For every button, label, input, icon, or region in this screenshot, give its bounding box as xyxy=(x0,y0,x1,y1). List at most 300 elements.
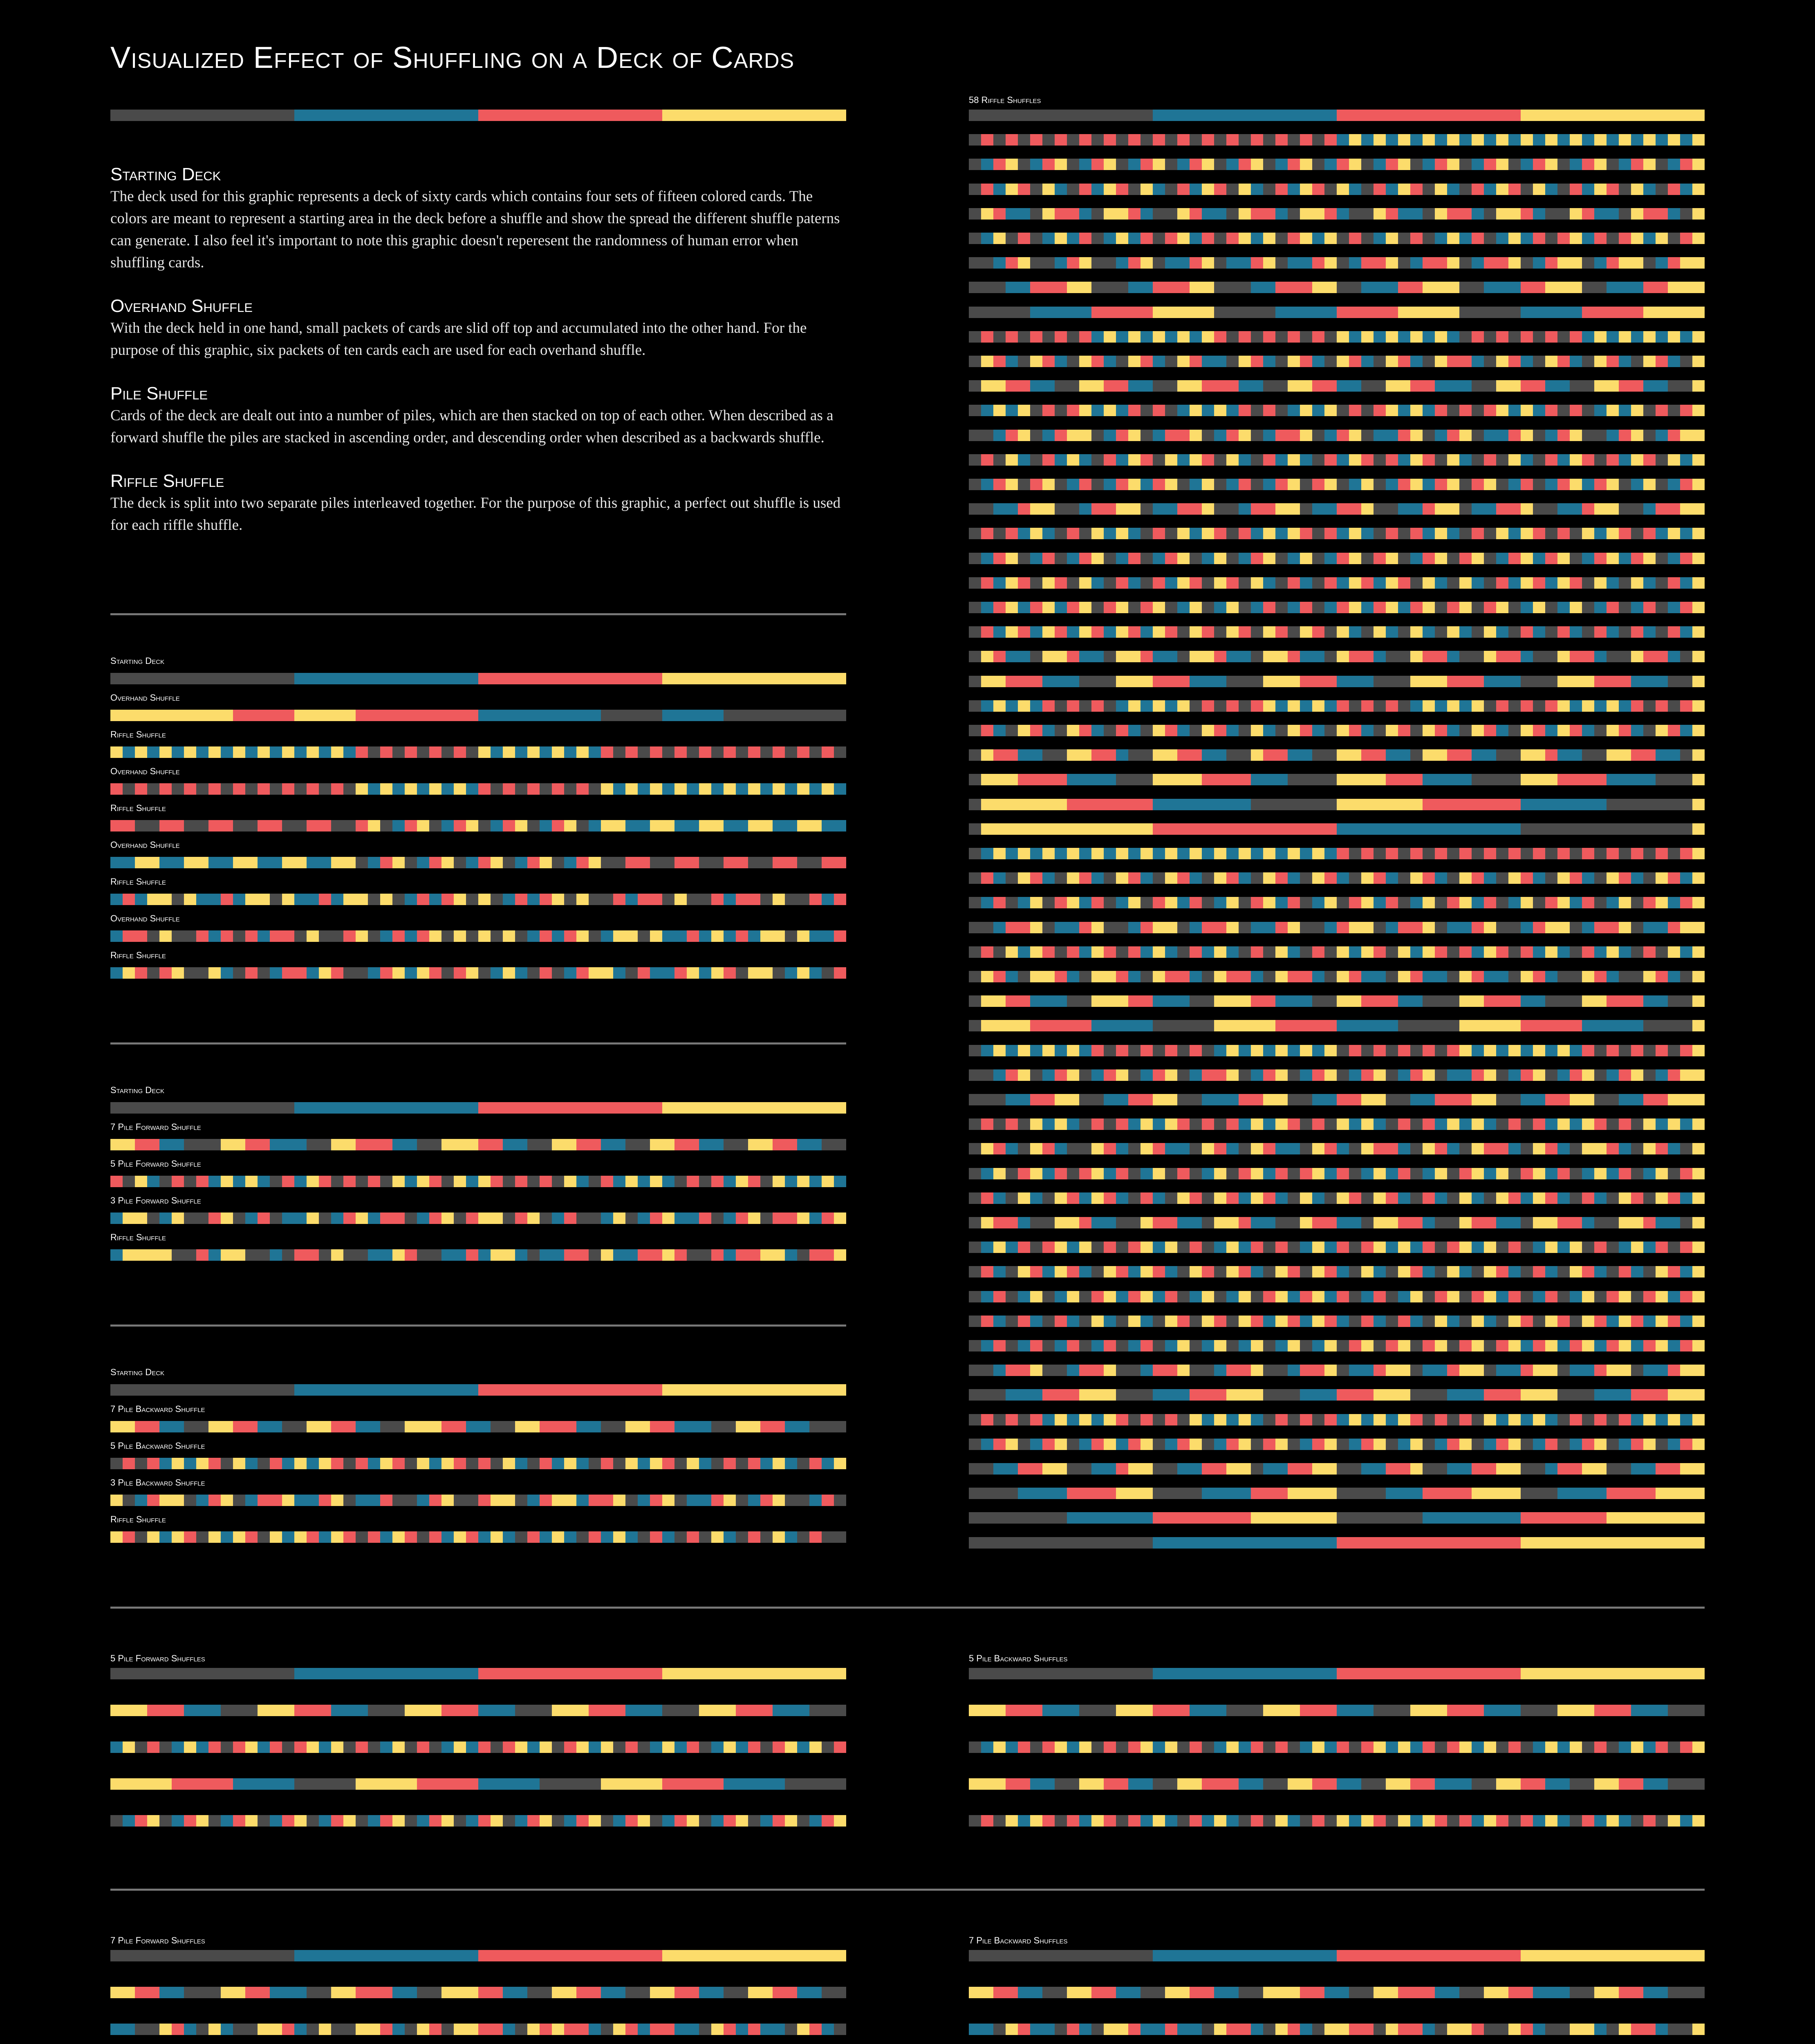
card xyxy=(1349,159,1361,170)
card xyxy=(601,1139,613,1150)
card xyxy=(1251,995,1263,1007)
card xyxy=(1300,1168,1312,1179)
card xyxy=(1545,503,1557,515)
card xyxy=(1104,676,1116,687)
card xyxy=(1631,1488,1643,1499)
card xyxy=(699,1102,711,1114)
card xyxy=(270,1458,282,1469)
card xyxy=(1263,159,1275,170)
card xyxy=(576,710,589,721)
card xyxy=(1288,872,1300,884)
card xyxy=(527,1531,540,1543)
card xyxy=(981,1242,993,1253)
card xyxy=(662,894,674,905)
card xyxy=(1521,1168,1533,1179)
card xyxy=(441,857,454,868)
card xyxy=(1533,1414,1545,1425)
card xyxy=(1239,1439,1251,1450)
card xyxy=(1496,430,1508,441)
card xyxy=(1410,380,1423,392)
card xyxy=(1128,1291,1141,1302)
card xyxy=(1410,626,1423,638)
card xyxy=(1091,626,1104,638)
card xyxy=(1410,946,1423,958)
card xyxy=(1055,1168,1067,1179)
card xyxy=(969,700,981,712)
card xyxy=(1386,1118,1398,1130)
card xyxy=(1324,208,1337,220)
card xyxy=(1668,1291,1680,1302)
card xyxy=(1239,331,1251,343)
card xyxy=(1496,454,1508,466)
card xyxy=(515,1458,527,1469)
card xyxy=(650,1531,662,1543)
card xyxy=(1177,946,1190,958)
card xyxy=(1557,1143,1570,1154)
card xyxy=(1643,134,1656,146)
card xyxy=(1508,749,1521,761)
card xyxy=(993,503,1006,515)
card xyxy=(135,894,147,905)
card xyxy=(1251,1045,1263,1056)
card xyxy=(650,1421,662,1432)
card xyxy=(233,783,245,795)
card xyxy=(1214,946,1226,958)
card xyxy=(1349,602,1361,613)
card xyxy=(331,710,343,721)
card xyxy=(1288,1537,1300,1549)
card xyxy=(1251,1414,1263,1425)
card xyxy=(123,1102,135,1114)
card xyxy=(196,930,208,942)
card xyxy=(1656,1537,1668,1549)
card xyxy=(1521,1414,1533,1425)
card xyxy=(540,1139,552,1150)
card xyxy=(1508,1266,1521,1278)
card xyxy=(1656,799,1668,810)
card xyxy=(110,710,123,721)
card xyxy=(1091,823,1104,835)
card xyxy=(625,930,638,942)
card xyxy=(1337,971,1349,982)
card xyxy=(1557,848,1570,859)
card xyxy=(1006,233,1018,244)
card xyxy=(441,1139,454,1150)
card xyxy=(491,1384,503,1396)
card xyxy=(1545,946,1557,958)
card xyxy=(1594,1118,1607,1130)
card xyxy=(1508,1365,1521,1376)
card xyxy=(1398,971,1410,982)
card xyxy=(1177,134,1190,146)
card xyxy=(1312,1069,1324,1081)
card xyxy=(1656,1340,1668,1351)
card xyxy=(785,857,797,868)
card xyxy=(1251,1118,1263,1130)
card xyxy=(1300,848,1312,859)
card xyxy=(196,1176,208,1187)
card xyxy=(1239,479,1251,490)
card xyxy=(797,1421,809,1432)
card xyxy=(135,746,147,758)
card xyxy=(1165,282,1177,293)
card xyxy=(1288,1439,1300,1450)
card xyxy=(1668,479,1680,490)
card xyxy=(1128,725,1141,736)
card xyxy=(1656,1045,1668,1056)
deck-strip xyxy=(969,282,1705,293)
deck-strip xyxy=(110,1741,846,1753)
card xyxy=(1607,1365,1619,1376)
card xyxy=(589,1421,601,1432)
card xyxy=(1091,1389,1104,1401)
card xyxy=(1214,479,1226,490)
card xyxy=(1141,1266,1153,1278)
card xyxy=(1508,282,1521,293)
card xyxy=(1128,454,1141,466)
card xyxy=(638,1213,650,1224)
card xyxy=(1226,1143,1239,1154)
card xyxy=(1386,134,1398,146)
card xyxy=(1055,749,1067,761)
card xyxy=(1091,479,1104,490)
card xyxy=(1398,208,1410,220)
card xyxy=(1557,331,1570,343)
card xyxy=(969,577,981,589)
card xyxy=(1226,282,1239,293)
card xyxy=(1361,1291,1374,1302)
card xyxy=(589,1668,601,1679)
card xyxy=(466,1384,478,1396)
card xyxy=(1459,971,1472,982)
card xyxy=(1312,602,1324,613)
card xyxy=(1472,749,1484,761)
card xyxy=(1582,1512,1594,1524)
card xyxy=(981,676,993,687)
card xyxy=(1459,749,1472,761)
card xyxy=(282,967,294,979)
card xyxy=(1128,1192,1141,1204)
card xyxy=(1042,1389,1055,1401)
card xyxy=(1337,208,1349,220)
card xyxy=(270,820,282,831)
card xyxy=(454,1705,466,1716)
card xyxy=(1153,134,1165,146)
card xyxy=(1214,430,1226,441)
card xyxy=(1251,700,1263,712)
card xyxy=(1361,208,1374,220)
card xyxy=(1374,282,1386,293)
card xyxy=(307,1495,319,1506)
card xyxy=(1202,872,1214,884)
card xyxy=(1631,1389,1643,1401)
card xyxy=(1263,553,1275,564)
card xyxy=(1226,1365,1239,1376)
card xyxy=(1067,725,1079,736)
card xyxy=(1116,823,1128,835)
card xyxy=(576,930,589,942)
card xyxy=(245,930,258,942)
card xyxy=(392,783,405,795)
card xyxy=(1619,1389,1631,1401)
card xyxy=(969,159,981,170)
card xyxy=(1104,1512,1116,1524)
card xyxy=(981,159,993,170)
card xyxy=(1141,626,1153,638)
card xyxy=(613,1139,625,1150)
card xyxy=(1239,454,1251,466)
card xyxy=(294,930,307,942)
card xyxy=(1496,1069,1508,1081)
card xyxy=(1496,799,1508,810)
card xyxy=(969,1118,981,1130)
card xyxy=(380,783,392,795)
card xyxy=(1410,233,1423,244)
card xyxy=(1668,749,1680,761)
card xyxy=(1459,208,1472,220)
card xyxy=(1582,1414,1594,1425)
card xyxy=(809,1531,822,1543)
card xyxy=(1557,971,1570,982)
card xyxy=(1472,184,1484,195)
card xyxy=(687,1102,699,1114)
card xyxy=(491,1176,503,1187)
card xyxy=(797,673,809,684)
card xyxy=(1594,1488,1607,1499)
card xyxy=(1091,725,1104,736)
card xyxy=(503,857,515,868)
card xyxy=(1104,1266,1116,1278)
card xyxy=(1006,1020,1018,1031)
card xyxy=(674,1495,687,1506)
card xyxy=(270,1384,282,1396)
card xyxy=(1226,848,1239,859)
card xyxy=(1349,430,1361,441)
card xyxy=(1557,208,1570,220)
card xyxy=(1410,307,1423,318)
card xyxy=(478,1531,491,1543)
card xyxy=(1018,553,1030,564)
card xyxy=(1275,897,1288,908)
card xyxy=(724,1102,736,1114)
card xyxy=(797,1102,809,1114)
card xyxy=(319,1102,331,1114)
card xyxy=(454,1249,466,1261)
card xyxy=(1251,971,1263,982)
card xyxy=(1349,1094,1361,1105)
card xyxy=(392,1495,405,1506)
card xyxy=(1337,479,1349,490)
card xyxy=(822,930,834,942)
card xyxy=(1288,454,1300,466)
card xyxy=(576,1668,589,1679)
card xyxy=(1079,307,1091,318)
card xyxy=(1055,1365,1067,1376)
card xyxy=(380,1421,392,1432)
card xyxy=(1190,208,1202,220)
card xyxy=(711,673,724,684)
card xyxy=(1042,134,1055,146)
card xyxy=(1091,1143,1104,1154)
card xyxy=(1214,1439,1226,1450)
card xyxy=(1055,307,1067,318)
card xyxy=(1165,1463,1177,1475)
card xyxy=(1619,1488,1631,1499)
card xyxy=(1226,257,1239,269)
card xyxy=(1239,848,1251,859)
card xyxy=(1557,823,1570,835)
card xyxy=(981,110,993,121)
card xyxy=(1435,1439,1447,1450)
card xyxy=(270,110,282,121)
card xyxy=(356,1139,368,1150)
card xyxy=(1042,1488,1055,1499)
card xyxy=(172,857,184,868)
card xyxy=(1128,208,1141,220)
card xyxy=(1361,159,1374,170)
card xyxy=(1619,922,1631,933)
card xyxy=(1091,110,1104,121)
card xyxy=(699,1458,711,1469)
card xyxy=(380,857,392,868)
card xyxy=(1496,1316,1508,1327)
card xyxy=(282,1741,294,1753)
card xyxy=(1631,331,1643,343)
card xyxy=(1533,823,1545,835)
card xyxy=(1324,602,1337,613)
card xyxy=(1006,454,1018,466)
card xyxy=(1508,503,1521,515)
card xyxy=(1459,1045,1472,1056)
card xyxy=(1423,356,1435,367)
deck-strip xyxy=(969,1439,1705,1450)
card xyxy=(1067,1316,1079,1327)
card xyxy=(834,1213,846,1224)
card xyxy=(993,1389,1006,1401)
card xyxy=(1545,823,1557,835)
card xyxy=(1557,897,1570,908)
card xyxy=(1545,971,1557,982)
card xyxy=(981,971,993,982)
card xyxy=(1251,1020,1263,1031)
card xyxy=(1079,1439,1091,1450)
card xyxy=(1533,528,1545,539)
card xyxy=(1300,503,1312,515)
card xyxy=(576,746,589,758)
card xyxy=(981,1168,993,1179)
card xyxy=(760,1384,773,1396)
card xyxy=(1423,872,1435,884)
card xyxy=(1324,1118,1337,1130)
card xyxy=(1386,1389,1398,1401)
card xyxy=(1423,995,1435,1007)
card xyxy=(491,967,503,979)
deck-strip xyxy=(969,872,1705,884)
card xyxy=(1153,1069,1165,1081)
card xyxy=(1202,1045,1214,1056)
card xyxy=(1361,1217,1374,1228)
card xyxy=(1594,1069,1607,1081)
card xyxy=(540,1495,552,1506)
card xyxy=(1337,1512,1349,1524)
card xyxy=(368,1139,380,1150)
card xyxy=(1104,307,1116,318)
card xyxy=(1435,307,1447,318)
card xyxy=(1202,1094,1214,1105)
card xyxy=(1594,700,1607,712)
card xyxy=(1042,1020,1055,1031)
card xyxy=(380,673,392,684)
deck-strip xyxy=(110,1102,846,1114)
card xyxy=(1349,380,1361,392)
card xyxy=(1275,700,1288,712)
card xyxy=(1018,1143,1030,1154)
card xyxy=(258,746,270,758)
card xyxy=(1557,602,1570,613)
card xyxy=(1190,405,1202,416)
card xyxy=(1668,725,1680,736)
card xyxy=(589,930,601,942)
card xyxy=(1570,971,1582,982)
card xyxy=(1570,725,1582,736)
card xyxy=(1582,1168,1594,1179)
card xyxy=(834,710,846,721)
card xyxy=(1435,1414,1447,1425)
card xyxy=(1324,1069,1337,1081)
card xyxy=(123,1384,135,1396)
card xyxy=(307,894,319,905)
card xyxy=(1349,331,1361,343)
card xyxy=(1067,1439,1079,1450)
card xyxy=(172,1421,184,1432)
card xyxy=(760,894,773,905)
card xyxy=(208,1384,221,1396)
card xyxy=(1214,651,1226,662)
card xyxy=(1594,528,1607,539)
card xyxy=(1288,208,1300,220)
card xyxy=(1251,1143,1263,1154)
card xyxy=(1361,1168,1374,1179)
deck-strip xyxy=(969,995,1705,1007)
card xyxy=(1570,799,1582,810)
card xyxy=(1128,651,1141,662)
card xyxy=(1643,1094,1656,1105)
card xyxy=(1030,1316,1042,1327)
deck-strip xyxy=(969,553,1705,564)
card xyxy=(1508,1316,1521,1327)
card xyxy=(724,967,736,979)
card xyxy=(1545,1020,1557,1031)
card xyxy=(1067,405,1079,416)
card xyxy=(1398,1045,1410,1056)
card xyxy=(1496,725,1508,736)
card xyxy=(1423,1488,1435,1499)
card xyxy=(1337,233,1349,244)
card xyxy=(1374,725,1386,736)
card xyxy=(1631,823,1643,835)
card xyxy=(711,1139,724,1150)
card xyxy=(1435,995,1447,1007)
card xyxy=(1030,405,1042,416)
card xyxy=(1459,1266,1472,1278)
card xyxy=(711,746,724,758)
card xyxy=(1533,331,1545,343)
card xyxy=(270,1102,282,1114)
card xyxy=(1607,823,1619,835)
card xyxy=(834,1102,846,1114)
card xyxy=(454,110,466,121)
card xyxy=(1275,1168,1288,1179)
